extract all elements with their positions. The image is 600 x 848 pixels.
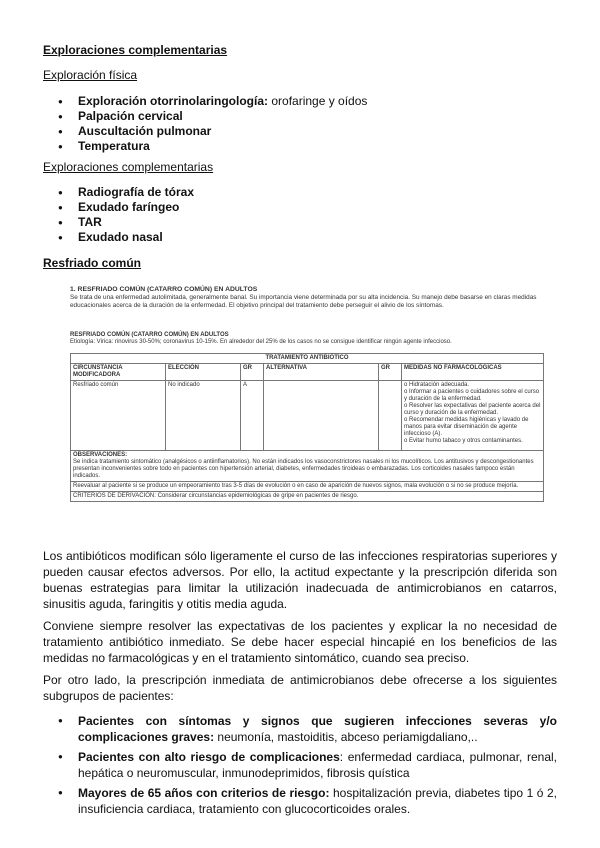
table-cell (264, 381, 379, 451)
paragraph-2: Conviene siempre resolver las expectativas de los pacientes y explicar la no necesidad de tratamiento antibiótico inmediato. Se debe hacer especial hincapié en los beneficios de las medidas no farmacológicas y en el tratamiento sintomático, cuando sea preciso. (43, 619, 557, 665)
resfriado-heading: Resfriado común (43, 256, 142, 270)
exploracion-fisica-heading: Exploración física (43, 68, 138, 82)
list-item: ● Pacientes con síntomas y signos que sugieren infecciones severas y/o complicaciones graves: neumonía, mastoiditis, abceso periamigdaliano,.. (58, 713, 557, 745)
exploraciones-list (58, 185, 194, 245)
medidas-cell (402, 381, 544, 451)
list-item: ● Pacientes con alto riesgo de complicaciones: enfermedad cardiaca, pulmonar, renal, hepática o neuromuscular, inmunodeprimidos, fibrosis quística (58, 749, 557, 781)
list-item: ● Exudado nasal (58, 230, 194, 245)
guideline-box-header (70, 332, 544, 346)
box-title: RESFRIADO COMÚN (CATARRO COMÚN) EN ADULTOS (70, 332, 229, 338)
list-item: ● Radiografía de tórax (58, 185, 194, 200)
exploraciones-heading: Exploraciones complementarias (43, 160, 214, 174)
treatment-table (70, 353, 544, 502)
medida-item: o Hidratación adecuada. (404, 382, 470, 388)
col-header: MEDIDAS NO FARMACOLÓGICAS (402, 364, 544, 381)
medida-item: o Recomendar medidas higiénicas y lavado de manos para evitar diseminación de agente infeccioso (A). (404, 417, 529, 437)
guideline-excerpt (70, 286, 550, 310)
list-item: ● Auscultación pulmonar (58, 124, 367, 139)
col-header: ALTERNATIVA (264, 364, 379, 381)
guideline-intro: Se trata de una enfermedad autolimitada, generalmente banal. Su importancia viene determinada por su alta incidencia. Su manejo debe basarse en claras medidas educacionales acerca de la duración de la enfermedad. El objetivo principal del tratamiento debe perseguir el alivio de los síntomas. (70, 294, 537, 309)
observaciones-title: OBSERVACIONES: (73, 452, 128, 458)
revaluar-cell: Reevaluar al paciente si se produce un empeoramiento tras 3-5 días de evolución o en caso de aparición de nuevos signos, mala evolución o si no se produce mejoría. (71, 482, 544, 492)
paragraph-1: Los antibióticos modifican sólo ligeramente el curso de las infecciones respiratorias superiores y pueden causar efectos adversos. Por ello, la actitud expectante y la prescripción diferida son buenas estrategias para limitar la utilización inadecuada de antimicrobianos en catarros, sinusitis aguda, faringitis y otitis media aguda. (43, 549, 557, 611)
list-item: ● Mayores de 65 años con criterios de riesgo: hospitalización previa, diabetes tipo 1 ó 2, insuficiencia cardiaca, tratamiento con glucocorticoides orales. (58, 785, 557, 817)
table-cell: Resfriado común (71, 381, 166, 451)
paragraph-3: Por otro lado, la prescripción inmediata de antimicrobianos debe ofrecerse a los siguientes subgrupos de pacientes: (43, 673, 557, 703)
col-header: ELECCIÓN (166, 364, 241, 381)
medida-item: o Evitar humo tabaco y otros contaminantes. (404, 438, 523, 444)
guideline-title: 1. RESFRIADO COMÚN (CATARRO COMÚN) EN ADULTOS (70, 286, 258, 293)
table-cell: A (241, 381, 264, 451)
tratamiento-header: TRATAMIENTO ANTIBIÓTICO (71, 354, 544, 364)
observaciones-cell (71, 451, 544, 482)
page-heading: Exploraciones complementarias (43, 43, 228, 57)
list-item: ● Palpación cervical (58, 109, 367, 124)
col-header: GR (379, 364, 402, 381)
list-item: ● Temperatura (58, 139, 367, 154)
etiologia: Etiología: Virica: rinovirus 30-50%; coronavirus 10-15%. En alrededor del 25% de los casos no se consigue identificar ningún agente infeccioso. (70, 339, 452, 345)
exploracion-fisica-list (58, 94, 367, 154)
table-cell: No indicado (166, 381, 241, 451)
subgroups-list (58, 713, 557, 821)
list-item: ● Exploración otorrinolaringología: orofaringe y oídos (58, 94, 367, 109)
medida-item: o Informar a pacientes o cuidadores sobre el curso y duración de la enfermedad. (404, 389, 540, 402)
list-item: ● Exudado faríngeo (58, 200, 194, 215)
criterios-cell: CRITERIOS DE DERIVACIÓN: Considerar circunstancias epidemiológicas de gripe en pacientes de riesgo. (71, 492, 544, 502)
observaciones-text: Se indica tratamiento sintomático (analgésicos o antiinflamatorios). No están indicados los vasoconstrictores nasales ni los mucolíticos. Los antitusivos y descongestionantes presentan inconvenientes sobre todo en pacientes con hipertensión arterial, diabetes, enfermedades tiroideas o embarazadas. Los corticoides nasales tampoco están indicados. (73, 459, 534, 479)
table-cell (379, 381, 402, 451)
col-header: CIRCUNSTANCIA MODIFICADORA (71, 364, 166, 381)
list-item: ● TAR (58, 215, 194, 230)
medida-item: o Resolver las expectativas del paciente acerca del curso y duración de la enfermedad. (404, 403, 541, 416)
col-header: GR (241, 364, 264, 381)
